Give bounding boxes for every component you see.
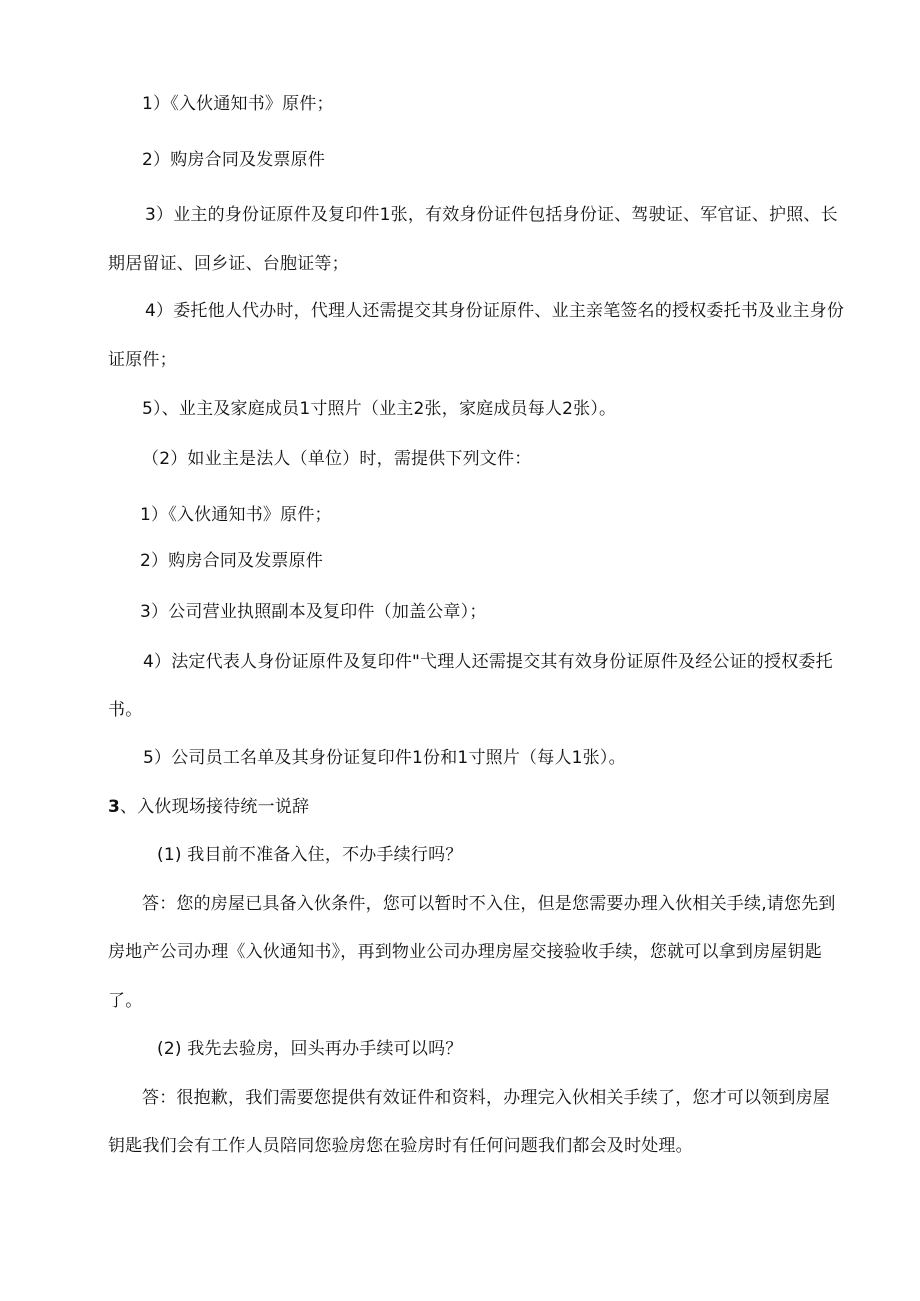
doc-line-3: 3）业主的身份证原件及复印件1张，有效身份证件包括身份证、驾驶证、军官证、护照、长	[145, 205, 838, 225]
doc-line-6: 证原件；	[108, 350, 177, 370]
doc-line-15: (1) 我目前不准备入住，不办手续行吗？	[157, 845, 463, 865]
doc-line-8: （2）如业主是法人（单位）时，需提供下列文件：	[142, 449, 532, 469]
doc-line-7: 5）、业主及家庭成员1寸照片（业主2张，家庭成员每人2张）。	[142, 399, 617, 419]
doc-line-16: 答：您的房屋已具备入伙条件，您可以暂时不入住，但是您需要办理入伙相关手续,请您先到	[142, 894, 836, 914]
doc-line-11: 3）公司营业执照副本及复印件（加盖公章）；	[140, 602, 487, 622]
doc-line-5: 4）委托他人代办时，代理人还需提交其身份证原件、业主亲笔签名的授权委托书及业主身份	[145, 301, 845, 321]
doc-line-10: 2）购房合同及发票原件	[140, 551, 324, 571]
doc-line-14: 5）公司员工名单及其身份证复印件1份和1寸照片（每人1张）。	[143, 748, 626, 768]
doc-line-1: 1）《入伙通知书》原件；	[142, 94, 334, 114]
doc-line-4: 期居留证、回乡证、台胞证等；	[108, 254, 349, 274]
section-heading-number: 3	[108, 797, 121, 817]
doc-line-18: 了。	[108, 991, 143, 1011]
doc-line-9: 1）《入伙通知书》原件；	[140, 505, 332, 525]
doc-line-12: 4）法定代表人身份证原件及复印件"弋理人还需提交其有效身份证原件及经公证的授权委托	[143, 652, 833, 672]
section-heading-text: 、入伙现场接待统一说辞	[120, 797, 310, 817]
doc-line-17: 房地产公司办理《入伙通知书》，再到物业公司办理房屋交接验收手续，您就可以拿到房屋钥匙	[108, 942, 822, 962]
doc-line-20: 答：很抱歉，我们需要您提供有效证件和资料，办理完入伙相关手续了，您才可以领到房屋	[142, 1088, 830, 1108]
doc-line-19: (2) 我先去验房，回头再办手续可以吗？	[157, 1039, 463, 1059]
doc-line-2: 2）购房合同及发票原件	[142, 150, 326, 170]
doc-line-21: 钥匙我们会有工作人员陪同您验房您在验房时有任何问题我们都会及时处理。	[108, 1136, 693, 1156]
section-heading	[108, 795, 309, 819]
doc-line-13: 书。	[108, 700, 143, 720]
